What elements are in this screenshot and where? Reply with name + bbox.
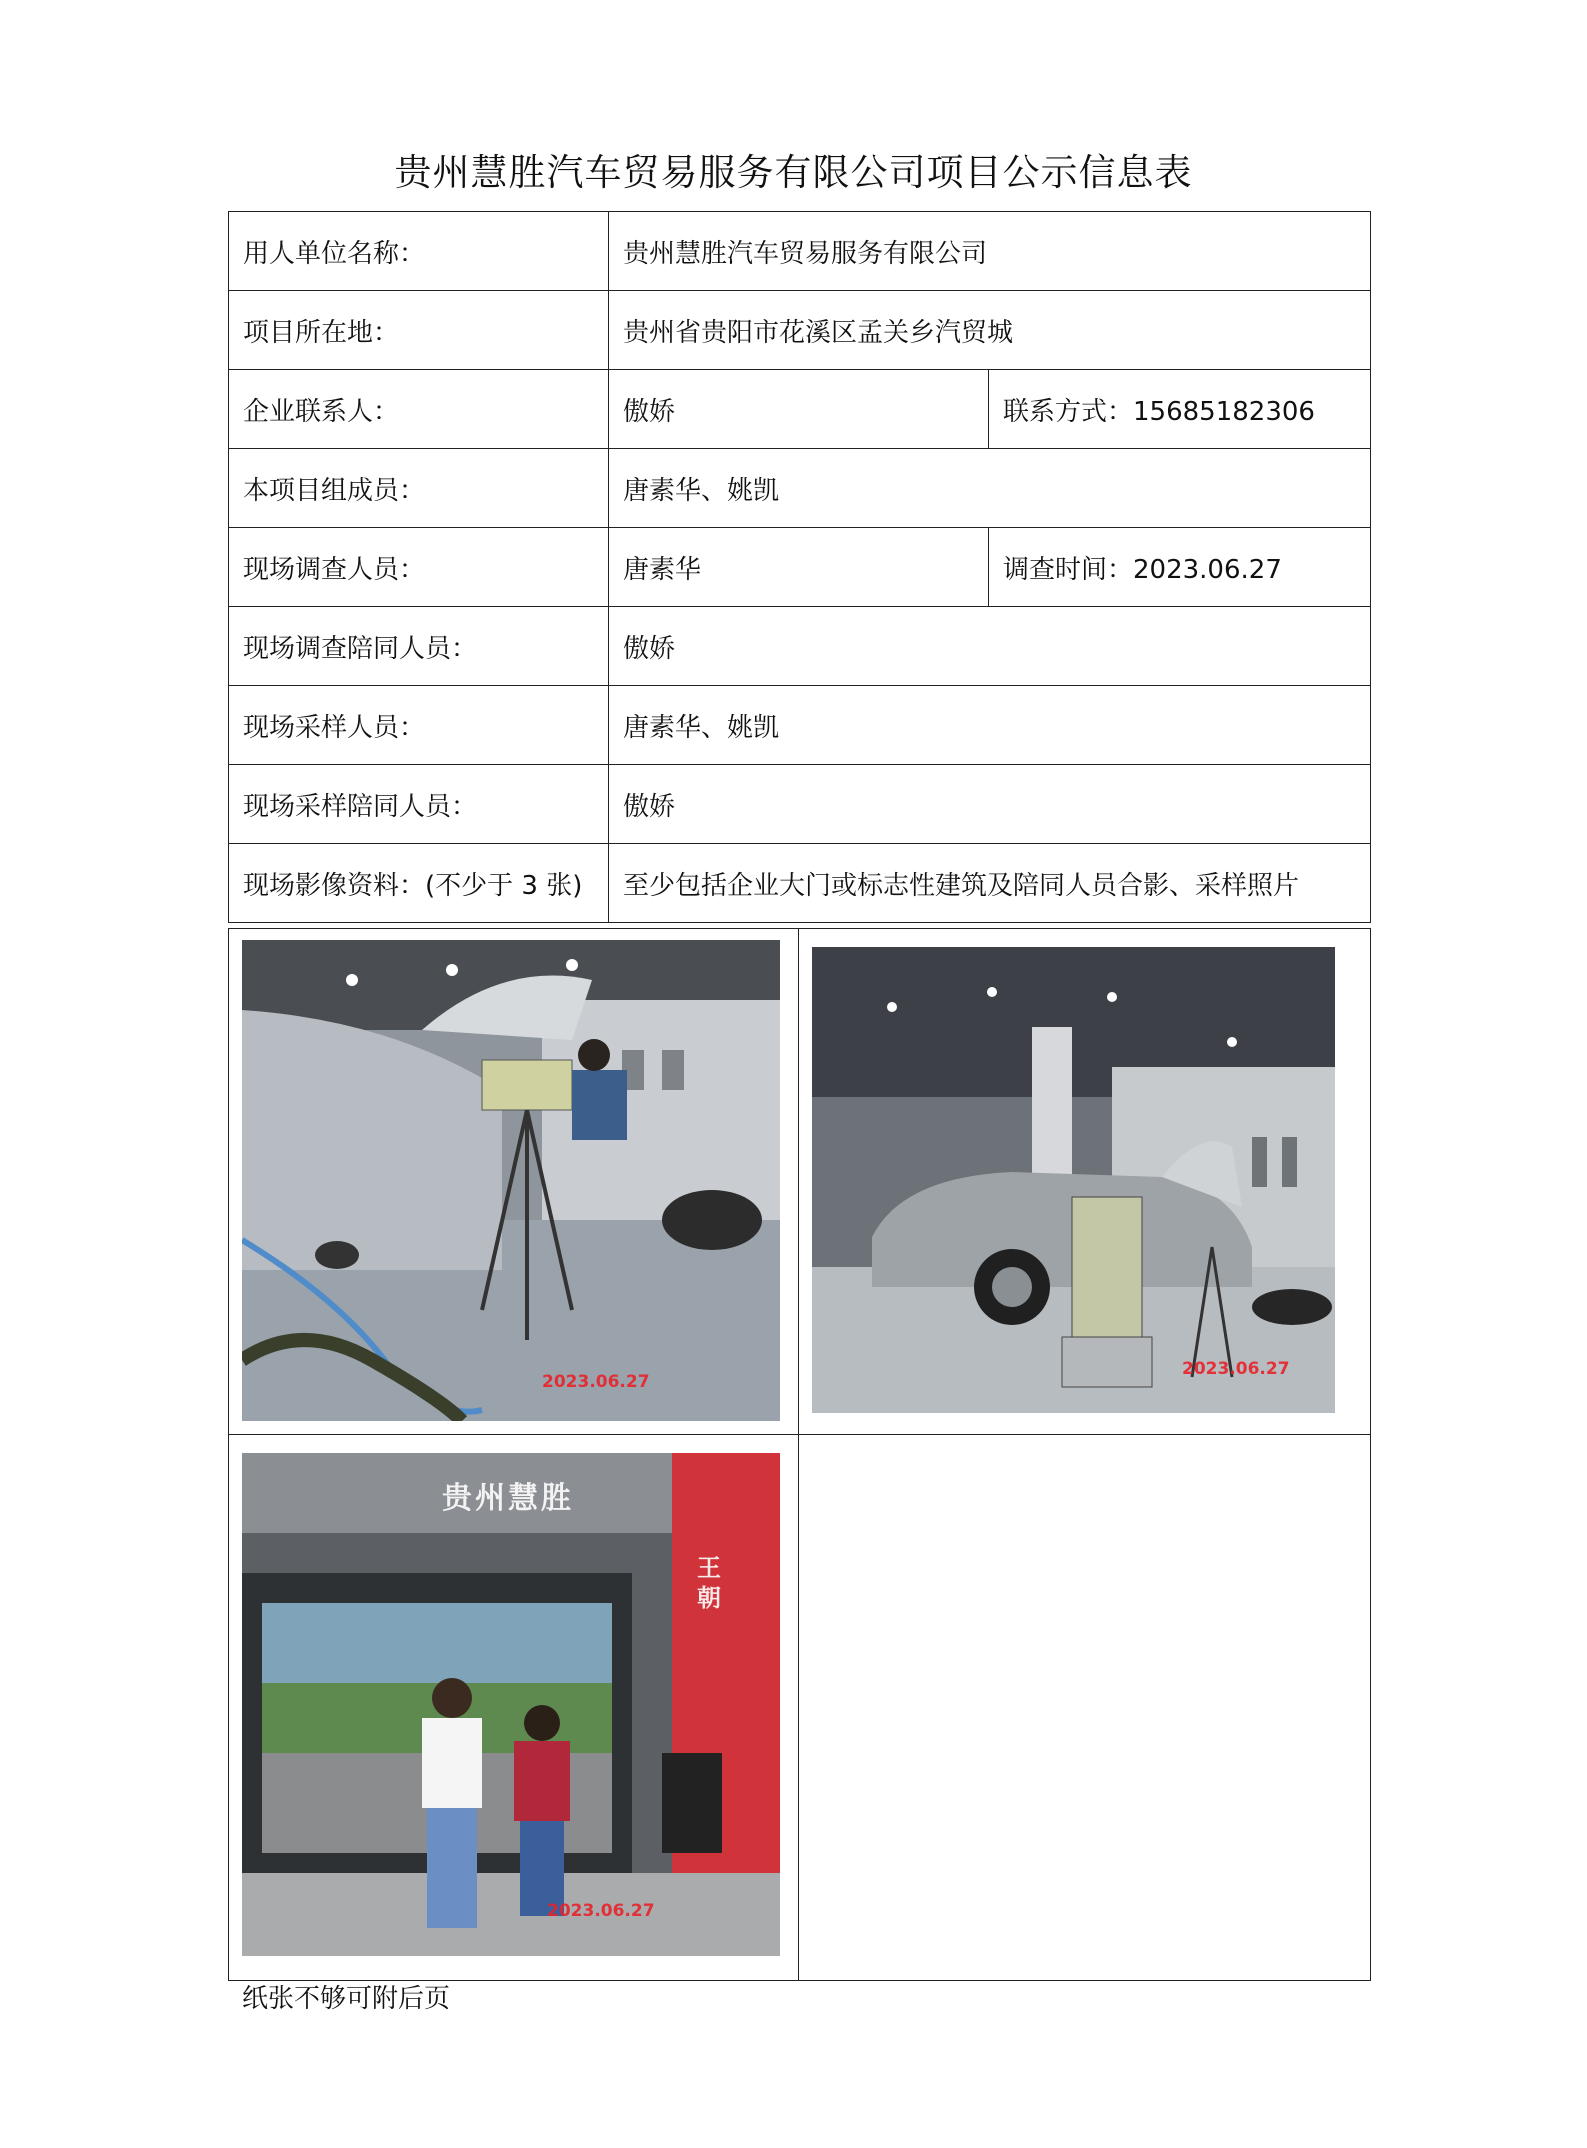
- storefront-side-sign: 王朝: [697, 1554, 721, 1612]
- photo-date-stamp: 2023.06.27: [547, 1901, 655, 1921]
- table-row: [229, 607, 1371, 686]
- photo-cell-empty: [799, 1435, 1371, 1981]
- photo-date-stamp: 2023.06.27: [1182, 1359, 1290, 1379]
- label-investigation-escort: 现场调查陪同人员：: [229, 607, 609, 686]
- table-row: [229, 212, 1371, 291]
- value-phone: 联系方式：15685182306: [989, 370, 1371, 449]
- value-investigation-escort: 傲娇: [609, 607, 1371, 686]
- table-row: [229, 844, 1371, 923]
- label-sampler: 现场采样人员：: [229, 686, 609, 765]
- value-investigator: 唐素华: [609, 528, 989, 607]
- table-row: [229, 528, 1371, 607]
- photo-table: [228, 928, 1371, 1981]
- table-row: [229, 370, 1371, 449]
- photo-date-stamp: 2023.06.27: [542, 1372, 650, 1392]
- value-sampler: 唐素华、姚凯: [609, 686, 1371, 765]
- photo-cell: [799, 929, 1371, 1435]
- value-employer: 贵州慧胜汽车贸易服务有限公司: [609, 212, 1371, 291]
- label-contact: 企业联系人：: [229, 370, 609, 449]
- value-sampling-escort: 傲娇: [609, 765, 1371, 844]
- label-location: 项目所在地：: [229, 291, 609, 370]
- value-investigation-date: 调查时间：2023.06.27: [989, 528, 1371, 607]
- label-investigator: 现场调查人员：: [229, 528, 609, 607]
- value-location: 贵州省贵阳市花溪区孟关乡汽贸城: [609, 291, 1371, 370]
- table-row: [229, 686, 1371, 765]
- photo-cell: [229, 929, 799, 1435]
- value-contact: 傲娇: [609, 370, 989, 449]
- label-sampling-escort: 现场采样陪同人员：: [229, 765, 609, 844]
- value-images: 至少包括企业大门或标志性建筑及陪同人员合影、采样照片: [609, 844, 1371, 923]
- label-images: 现场影像资料：(不少于 3 张): [229, 844, 609, 923]
- page-title: 贵州慧胜汽车贸易服务有限公司项目公示信息表: [394, 151, 1193, 194]
- table-row: [229, 449, 1371, 528]
- photo-entrance-group: [242, 1453, 780, 1956]
- table-row: [229, 765, 1371, 844]
- label-employer: 用人单位名称：: [229, 212, 609, 291]
- value-members: 唐素华、姚凯: [609, 449, 1371, 528]
- photo-cell: [229, 1435, 799, 1981]
- photo-workshop-sampling: [812, 947, 1335, 1413]
- footer-note: 纸张不够可附后页: [242, 1984, 451, 2014]
- storefront-sign: 贵州慧胜: [442, 1481, 574, 1516]
- photo-sampling-closeup: [242, 940, 780, 1421]
- info-table: [228, 211, 1371, 923]
- table-row: [229, 291, 1371, 370]
- label-members: 本项目组成员：: [229, 449, 609, 528]
